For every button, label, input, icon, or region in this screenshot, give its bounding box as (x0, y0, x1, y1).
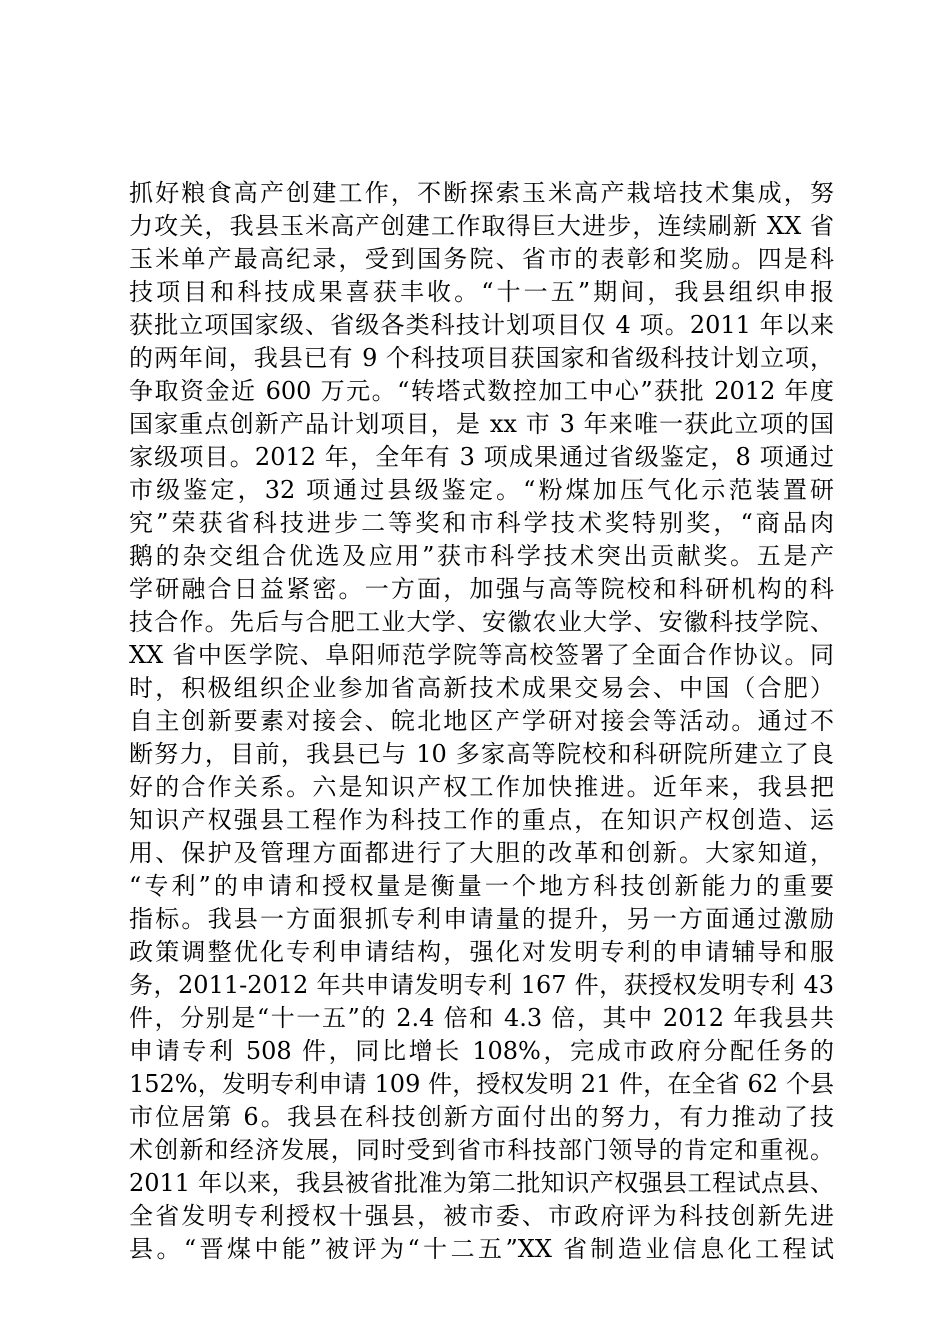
text-line: 技合作。先后与合肥工业大学、安徽农业大学、安徽科技学院、 (129, 608, 834, 636)
text-line: “专利”的申请和授权量是衡量一个地方科技创新能力的重要 (129, 872, 834, 900)
text-line: 用、保护及管理方面都进行了大胆的改革和创新。大家知道， (129, 839, 834, 867)
text-line: 件，分别是“十一五”的 2.4 倍和 4.3 倍，其中 2012 年我县共 (129, 1004, 834, 1032)
text-line: 指标。我县一方面狠抓专利申请量的提升，另一方面通过激励 (129, 905, 834, 933)
text-line: 鹅的杂交组合优选及应用”获市科学技术突出贡献奖。五是产 (129, 542, 834, 570)
text-line: 力攻关，我县玉米高产创建工作取得巨大进步，连续刷新 XX 省 (129, 212, 834, 240)
text-line: 知识产权强县工程作为科技工作的重点，在知识产权创造、运 (129, 806, 834, 834)
text-line: 务，2011-2012 年共申请发明专利 167 件，获授权发明专利 43 (129, 971, 834, 999)
text-line: 的两年间，我县已有 9 个科技项目获国家和省级科技计划立项， (129, 344, 834, 372)
text-line: 获批立项国家级、省级各类科技计划项目仅 4 项。2011 年以来 (129, 311, 834, 339)
text-line: 市级鉴定，32 项通过县级鉴定。“粉煤加压气化示范装置研 (129, 476, 834, 504)
body-paragraph (129, 177, 834, 1266)
text-line: 152%，发明专利申请 109 件，授权发明 21 件，在全省 62 个县 (129, 1070, 834, 1098)
text-line: XX 省中医学院、阜阳师范学院等高校签署了全面合作协议。同 (129, 641, 834, 669)
text-line: 家级项目。2012 年，全年有 3 项成果通过省级鉴定，8 项通过 (129, 443, 834, 471)
text-line: 究”荣获省科技进步二等奖和市科学技术奖特别奖，“商品肉 (129, 509, 834, 537)
text-line: 自主创新要素对接会、皖北地区产学研对接会等活动。通过不 (129, 707, 834, 735)
text-line: 术创新和经济发展，同时受到省市科技部门领导的肯定和重视。 (129, 1136, 834, 1164)
text-line: 全省发明专利授权十强县，被市委、市政府评为科技创新先进 (129, 1202, 834, 1230)
text-line: 时，积极组织企业参加省高新技术成果交易会、中国（合肥） (129, 674, 834, 702)
text-line: 申请专利 508 件，同比增长 108%，完成市政府分配任务的 (129, 1037, 834, 1065)
text-line: 2011 年以来，我县被省批准为第二批知识产权强县工程试点县、 (129, 1169, 834, 1197)
text-line: 抓好粮食高产创建工作，不断探索玉米高产栽培技术集成，努 (129, 179, 834, 207)
text-line: 政策调整优化专利申请结构，强化对发明专利的申请辅导和服 (129, 938, 834, 966)
text-line: 县。“晋煤中能”被评为“十二五”XX 省制造业信息化工程试 (129, 1235, 834, 1263)
text-line: 断努力，目前，我县已与 10 多家高等院校和科研院所建立了良 (129, 740, 834, 768)
text-line: 争取资金近 600 万元。“转塔式数控加工中心”获批 2012 年度 (129, 377, 834, 405)
text-line: 玉米单产最高纪录，受到国务院、省市的表彰和奖励。四是科 (129, 245, 834, 273)
text-line: 好的合作关系。六是知识产权工作加快推进。近年来，我县把 (129, 773, 834, 801)
text-line: 市位居第 6。我县在科技创新方面付出的努力，有力推动了技 (129, 1103, 834, 1131)
text-line: 技项目和科技成果喜获丰收。“十一五”期间，我县组织申报 (129, 278, 834, 306)
text-line: 国家重点创新产品计划项目，是 xx 市 3 年来唯一获此立项的国 (129, 410, 834, 438)
text-line: 学研融合日益紧密。一方面，加强与高等院校和科研机构的科 (129, 575, 834, 603)
